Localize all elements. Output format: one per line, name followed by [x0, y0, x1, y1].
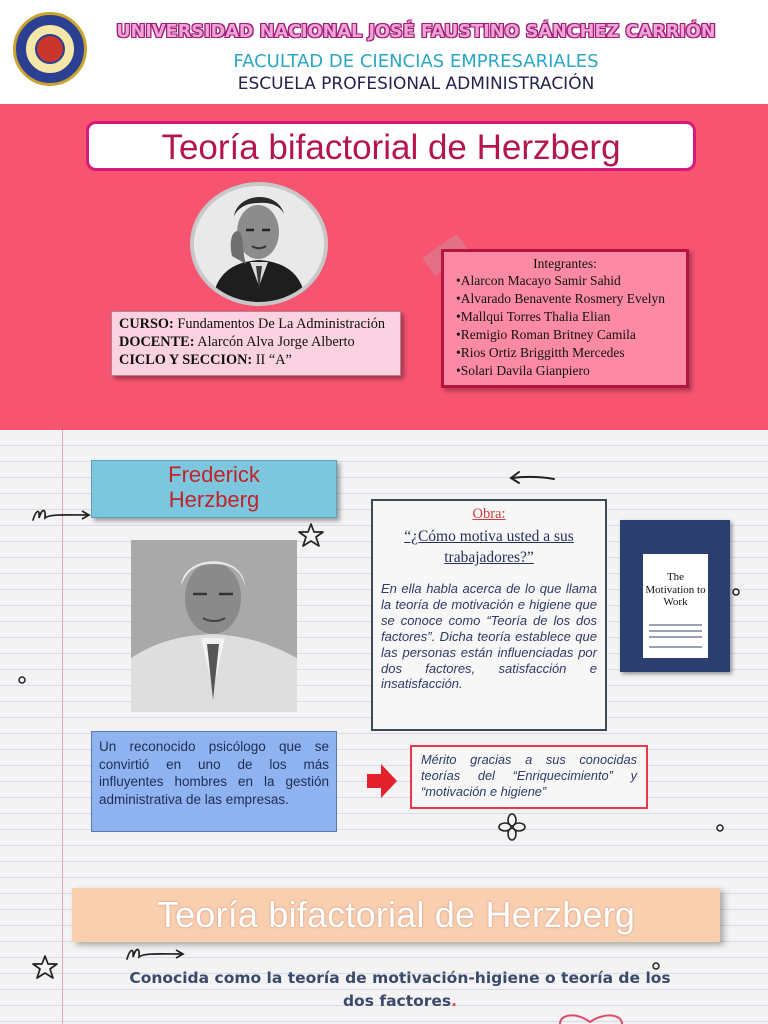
flower-doodle-icon [498, 813, 526, 841]
university-logo [13, 12, 87, 86]
heart-doodle-icon [556, 1012, 626, 1024]
member-item: •Mallqui Torres Thalia Elian [456, 309, 611, 324]
herzberg-portrait [190, 182, 328, 306]
circle-doodle-icon [730, 586, 742, 598]
theory-description-text: Conocida como la teoría de motivación-higiene o teoría de los dos factores [129, 969, 671, 1010]
member-item: •Solari Davila Gianpiero [456, 363, 590, 378]
theory-description [120, 967, 680, 1013]
psychologist-box [91, 731, 337, 832]
cover-title-box [86, 121, 696, 171]
work-description: En ella habla acerca de lo que llama la teoría de motivación e higiene que se conoce como “Teoría de los dos factores”. Dicha teoría establece que las personas están influenciadas por dos factores, satisfacción e insatisfacción. [381, 581, 597, 692]
book-title: The Motivation to Work [645, 571, 706, 608]
merit-box [410, 745, 648, 809]
logo-ring [24, 23, 76, 75]
logo-emblem [35, 34, 65, 64]
book-cover-panel [643, 554, 708, 658]
name-line-1: Frederick [168, 462, 260, 487]
theory-title-box [72, 888, 720, 942]
work-box [371, 499, 607, 731]
work-title: “¿Cómo motiva usted a sus trabajadores?” [404, 528, 574, 566]
loop-arrow-doodle-icon [124, 943, 186, 965]
name-line-2: Herzberg [168, 487, 260, 512]
cover-title: Teoría bifactorial de Herzberg [161, 128, 621, 167]
red-arrow-icon [366, 763, 398, 799]
circle-doodle-icon [714, 822, 726, 834]
teacher-value: Alarcón Alva Jorge Alberto [194, 334, 355, 350]
psychologist-text: Un reconocido psicólogo que se convirtió en uno de los más influyentes hombres en la gestión administrativa de las empresas. [99, 739, 329, 807]
course-info-box [111, 311, 401, 376]
loop-arrow-doodle-icon [30, 504, 92, 526]
member-item: •Rios Ortiz Briggitth Mercedes [456, 345, 625, 360]
merit-text: Mérito gracias a sus conocidas teorías del “Enriquecimiento” y “motivación e higiene” [421, 752, 637, 799]
teacher-label: DOCENTE: [119, 334, 195, 350]
photo-illustration [131, 540, 297, 712]
course-line [119, 315, 393, 333]
work-label: Obra: [472, 506, 506, 522]
faculty-name: FACULTAD DE CIENCIAS EMPRESARIALES [233, 51, 599, 72]
member-item: •Alvarado Benavente Rosmery Evelyn [456, 291, 666, 306]
cycle-line [119, 351, 393, 369]
star-doodle-icon [297, 522, 325, 548]
members-box [441, 249, 689, 388]
cycle-value: II “A” [252, 352, 292, 368]
teacher-line [119, 333, 393, 351]
arrow-left-doodle-icon [508, 468, 556, 486]
cycle-label: CICLO Y SECCION: [119, 352, 253, 368]
course-value: Fundamentos De La Administración [173, 316, 386, 332]
theory-title: Teoría bifactorial de Herzberg [156, 894, 636, 935]
herzberg-photo [131, 540, 297, 712]
star-doodle-icon [31, 954, 59, 980]
book-publisher-line [649, 646, 702, 648]
book-cover [620, 520, 730, 672]
member-item: •Alarcon Macayo Samir Sahid [456, 273, 621, 288]
course-label: CURSO: [119, 316, 174, 332]
book-author-line [649, 624, 702, 626]
university-name: UNIVERSIDAD NACIONAL JOSÉ FAUSTINO SÁNCHEZ CARRIÓN [116, 22, 716, 42]
header [0, 0, 768, 104]
school-name: ESCUELA PROFESIONAL ADMINISTRACIÓN [237, 74, 595, 94]
book-author-line [649, 636, 702, 638]
circle-doodle-icon [16, 674, 28, 686]
theory-description-period: . [451, 992, 458, 1010]
members-title: Integrantes: [533, 256, 597, 271]
portrait-illustration [194, 186, 324, 302]
member-item: •Remigio Roman Britney Camila [456, 327, 636, 342]
name-box [91, 460, 337, 518]
book-author-line [649, 630, 702, 632]
